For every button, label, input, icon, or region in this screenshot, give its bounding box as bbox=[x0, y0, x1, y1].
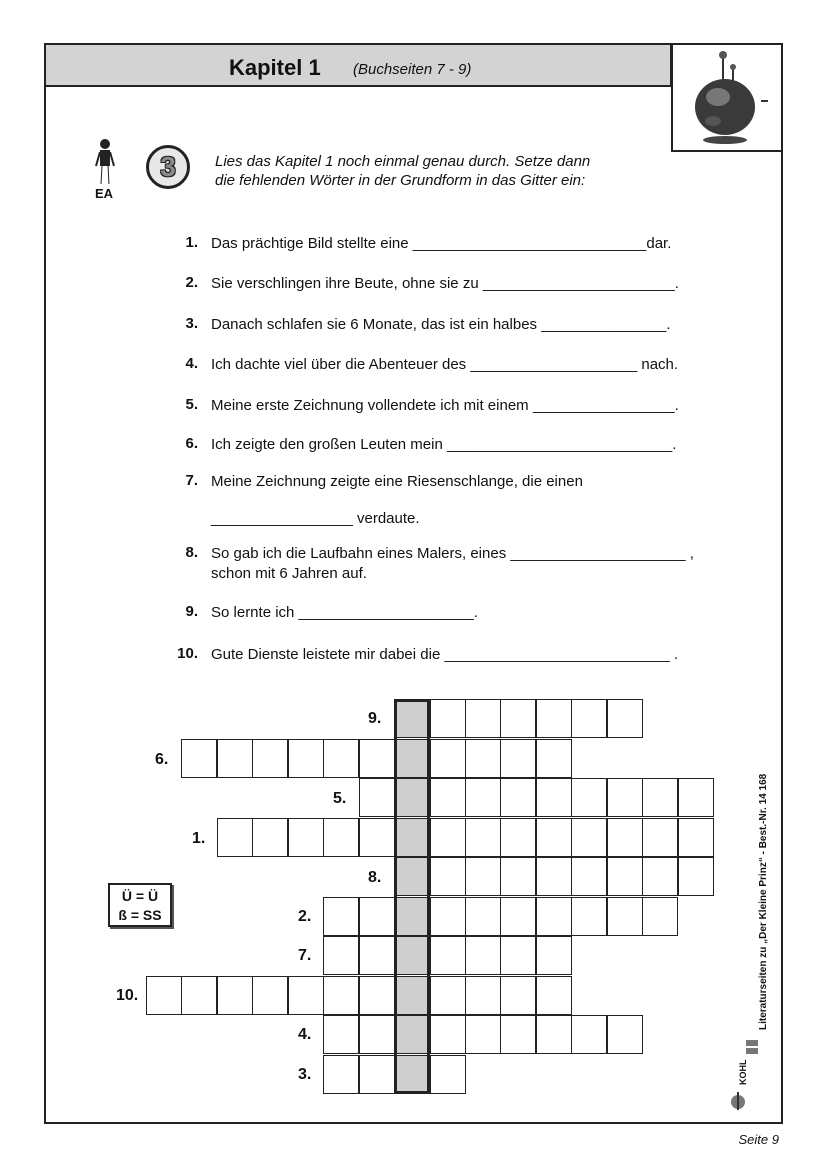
crossword-cell bbox=[678, 818, 714, 857]
crossword-cell bbox=[500, 857, 536, 896]
crossword-cell bbox=[252, 739, 288, 778]
grid-label: 4. bbox=[298, 1026, 312, 1043]
question-text: Meine erste Zeichnung vollendete ich mit einem _________________. bbox=[211, 397, 679, 414]
crossword-cell bbox=[642, 778, 678, 817]
crossword-cell bbox=[465, 778, 501, 817]
crossword-cell bbox=[430, 1015, 466, 1054]
crossword-cell bbox=[571, 897, 607, 936]
crossword-cell bbox=[359, 897, 395, 936]
crossword-cell bbox=[430, 699, 466, 738]
question-number: 9. bbox=[185, 603, 198, 620]
crossword-cell bbox=[323, 897, 359, 936]
crossword-cell bbox=[359, 1055, 395, 1094]
question-number: 6. bbox=[185, 435, 198, 452]
solution-cell bbox=[394, 897, 430, 936]
crossword-cell bbox=[430, 739, 466, 778]
crossword-cell bbox=[252, 818, 288, 857]
question-text: Ich dachte viel über die Abenteuer des ____________________ nach. bbox=[211, 356, 679, 373]
question-text: Sie verschlingen ihre Beute, ohne sie zu _______________________. bbox=[211, 275, 679, 292]
crossword-cell bbox=[430, 818, 466, 857]
crossword-cell bbox=[217, 739, 253, 778]
crossword-cell bbox=[181, 976, 217, 1015]
solution-cell bbox=[394, 1015, 430, 1054]
crossword-cell bbox=[571, 699, 607, 738]
question-number: 2. bbox=[185, 274, 198, 291]
question-number: 4. bbox=[185, 355, 198, 372]
work-form-label: EA bbox=[95, 186, 114, 201]
page-number: Seite 9 bbox=[738, 1132, 779, 1147]
crossword-cell bbox=[323, 976, 359, 1015]
side-footer-text: Literaturseiten zu „Der Kleine Prinz“ - Best.-Nr. 14 168 bbox=[758, 773, 769, 1030]
crossword-cell bbox=[465, 818, 501, 857]
solution-cell bbox=[394, 857, 430, 896]
crossword-cell bbox=[536, 897, 572, 936]
crossword-cell bbox=[571, 857, 607, 896]
crossword-cell bbox=[571, 818, 607, 857]
question-text: Gute Dienste leistete mir dabei die ___________________________ . bbox=[211, 646, 679, 663]
solution-cell bbox=[394, 818, 430, 857]
solution-cell bbox=[394, 699, 430, 738]
crossword-cell bbox=[359, 739, 395, 778]
publisher-logo bbox=[728, 1040, 768, 1112]
question-text: Ich zeigte den großen Leuten mein ___________________________. bbox=[211, 436, 677, 453]
umlaut-note-box: Ü = Ü ß = SS bbox=[108, 883, 172, 927]
crossword-cell bbox=[359, 976, 395, 1015]
question-text: So lernte ich _____________________. bbox=[211, 604, 478, 621]
grid-label: 3. bbox=[298, 1066, 312, 1083]
crossword-cell bbox=[430, 976, 466, 1015]
crossword-cell bbox=[536, 936, 572, 975]
crossword-cell bbox=[323, 1055, 359, 1094]
crossword-cell bbox=[500, 818, 536, 857]
crossword-cell bbox=[430, 897, 466, 936]
crossword-cell bbox=[465, 699, 501, 738]
crossword-cell bbox=[430, 936, 466, 975]
crossword-cell bbox=[642, 857, 678, 896]
crossword-cell bbox=[465, 1015, 501, 1054]
question-number: 8. bbox=[185, 544, 198, 561]
crossword-cell bbox=[500, 778, 536, 817]
question-text-continued: schon mit 6 Jahren auf. bbox=[211, 565, 367, 582]
grid-label: 2. bbox=[298, 908, 312, 925]
crossword-cell bbox=[500, 936, 536, 975]
task-number-badge: 3 bbox=[146, 145, 190, 189]
crossword-cell bbox=[678, 778, 714, 817]
question-text: So gab ich die Laufbahn eines Malers, eines _____________________ , bbox=[211, 545, 694, 562]
solution-cell bbox=[394, 739, 430, 778]
crossword-cell bbox=[181, 739, 217, 778]
grid-label: 6. bbox=[155, 751, 169, 768]
grid-label: 8. bbox=[368, 869, 382, 886]
question-number: 3. bbox=[185, 315, 198, 332]
crossword-cell bbox=[288, 818, 324, 857]
crossword-cell bbox=[500, 739, 536, 778]
crossword-cell bbox=[536, 976, 572, 1015]
grid-label: 1. bbox=[192, 830, 206, 847]
page-range: (Buchseiten 7 - 9) bbox=[353, 61, 472, 78]
planet-illustration bbox=[671, 43, 783, 152]
crossword-cell bbox=[536, 818, 572, 857]
crossword-cell bbox=[323, 1015, 359, 1054]
crossword-cell bbox=[465, 976, 501, 1015]
crossword-cell bbox=[500, 1015, 536, 1054]
crossword-cell bbox=[465, 857, 501, 896]
crossword-cell bbox=[607, 1015, 643, 1054]
crossword-cell bbox=[430, 857, 466, 896]
crossword-cell bbox=[323, 739, 359, 778]
solution-cell bbox=[394, 778, 430, 817]
question-number: 7. bbox=[185, 472, 198, 489]
crossword-cell bbox=[465, 897, 501, 936]
crossword-cell bbox=[217, 818, 253, 857]
publisher-name: KOHL bbox=[738, 1059, 748, 1085]
crossword-cell bbox=[359, 818, 395, 857]
crossword-cell bbox=[571, 778, 607, 817]
crossword-cell bbox=[430, 1055, 466, 1094]
crossword-cell bbox=[536, 739, 572, 778]
question-text: Danach schlafen sie 6 Monate, das ist ein halbes _______________. bbox=[211, 316, 671, 333]
crossword-cell bbox=[678, 857, 714, 896]
chapter-title: Kapitel 1 bbox=[229, 55, 321, 80]
question-number: 10. bbox=[177, 645, 198, 662]
crossword-cell bbox=[607, 778, 643, 817]
question-text: Das prächtige Bild stellte eine ____________________________dar. bbox=[211, 235, 672, 252]
crossword-cell bbox=[359, 1015, 395, 1054]
question-text-continued: _________________ verdaute. bbox=[211, 510, 420, 527]
crossword-cell bbox=[642, 897, 678, 936]
grid-label: 10. bbox=[116, 987, 139, 1004]
crossword-cell bbox=[252, 976, 288, 1015]
crossword-cell bbox=[536, 857, 572, 896]
task-instruction: Lies das Kapitel 1 noch einmal genau durch. Setze dann die fehlenden Wörter in der Grundform in das Gitter ein: bbox=[215, 153, 591, 189]
crossword-cell bbox=[288, 976, 324, 1015]
question-text: Meine Zeichnung zeigte eine Riesenschlange, die einen bbox=[211, 473, 583, 490]
crossword-cell bbox=[465, 936, 501, 975]
solution-cell bbox=[394, 936, 430, 975]
crossword-cell bbox=[465, 739, 501, 778]
crossword-cell bbox=[500, 976, 536, 1015]
solution-cell bbox=[394, 1055, 430, 1094]
crossword-cell bbox=[323, 936, 359, 975]
crossword-cell bbox=[500, 897, 536, 936]
crossword-cell bbox=[536, 1015, 572, 1054]
crossword-cell bbox=[607, 818, 643, 857]
crossword-cell bbox=[571, 1015, 607, 1054]
person-icon bbox=[95, 138, 115, 191]
question-number: 1. bbox=[185, 234, 198, 251]
crossword-cell bbox=[607, 699, 643, 738]
crossword-cell bbox=[642, 818, 678, 857]
grid-label: 7. bbox=[298, 947, 312, 964]
grid-label: 5. bbox=[333, 790, 347, 807]
crossword-cell bbox=[536, 778, 572, 817]
crossword-cell bbox=[500, 699, 536, 738]
grid-label: 9. bbox=[368, 710, 382, 727]
crossword-cell bbox=[536, 699, 572, 738]
crossword-cell bbox=[359, 778, 395, 817]
crossword-cell bbox=[607, 857, 643, 896]
solution-cell bbox=[394, 976, 430, 1015]
question-number: 5. bbox=[185, 396, 198, 413]
crossword-cell bbox=[430, 778, 466, 817]
crossword-cell bbox=[607, 897, 643, 936]
crossword-cell bbox=[359, 936, 395, 975]
crossword-cell bbox=[323, 818, 359, 857]
crossword-cell bbox=[288, 739, 324, 778]
crossword-cell bbox=[146, 976, 182, 1015]
crossword-cell bbox=[217, 976, 253, 1015]
